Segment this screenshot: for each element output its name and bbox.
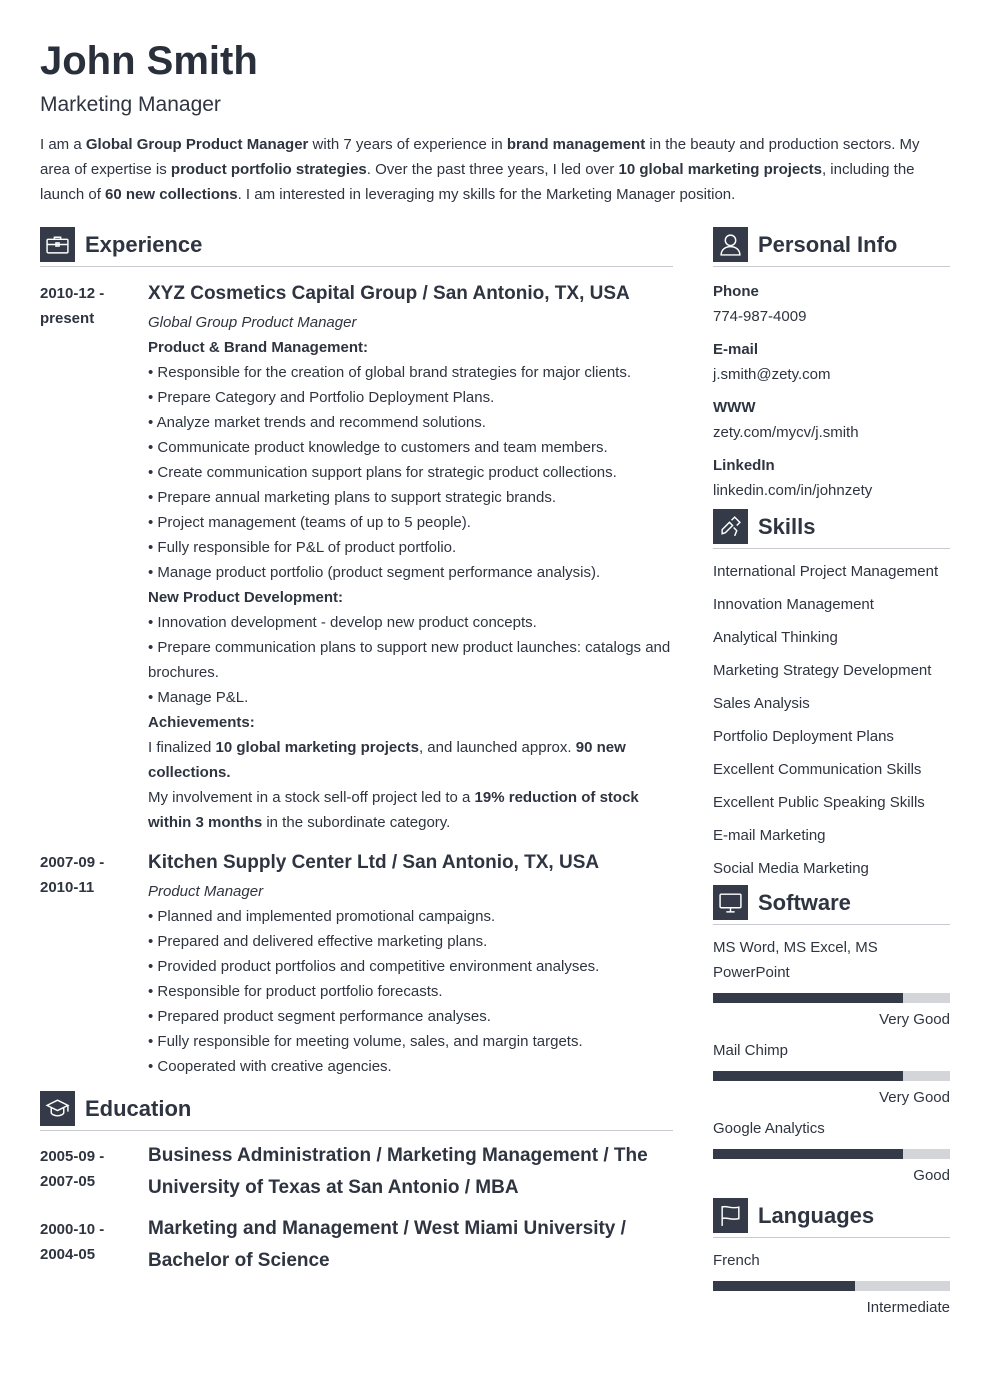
experience-list [40, 281, 673, 1079]
experience-line [148, 560, 673, 585]
education-body [148, 1217, 673, 1277]
candidate-title: Marketing Manager [40, 93, 221, 116]
info-value: 774-987-4009 [713, 308, 807, 325]
profile-summary [40, 132, 950, 207]
experience-date [40, 281, 148, 835]
education-section-header [40, 1091, 673, 1131]
bold-text: 19% reduction of stock within 3 months [148, 789, 639, 831]
info-label: WWW [713, 399, 756, 416]
graduation-cap-icon [40, 1091, 75, 1126]
bold-text: product portfolio strategies [170, 161, 367, 178]
experience-line [148, 929, 673, 954]
bold-text: brand management [506, 136, 646, 153]
skill-item: Social Media Marketing [713, 860, 869, 877]
person-icon [713, 227, 748, 262]
experience-line [148, 635, 673, 685]
level-bar [713, 1149, 950, 1159]
briefcase-icon [40, 227, 75, 262]
personal-info-section-title: Personal Info [758, 231, 898, 257]
experience-line [148, 979, 673, 1004]
experience-line [148, 360, 673, 385]
experience-line [148, 460, 673, 485]
text-run: I am a [40, 136, 86, 153]
resume-page [40, 38, 950, 1320]
skill-item: Marketing Strategy Development [713, 662, 932, 679]
experience-entry [40, 850, 673, 1079]
job-role: Global Group Product Manager [148, 314, 357, 331]
right-column [713, 227, 950, 1320]
experience-line [148, 510, 673, 535]
languages-section-title: Languages [758, 1202, 875, 1228]
text-run: • Fully responsible for meeting volume, sales, and margin targets. [148, 1033, 583, 1050]
experience-line [148, 435, 673, 460]
personal-info-section-header [713, 227, 950, 267]
experience-date [40, 850, 148, 1079]
experience-line [148, 385, 673, 410]
text-run: • Provided product portfolios and competitive environment analyses. [148, 958, 600, 975]
info-value: linkedin.com/in/johnzety [713, 482, 873, 499]
languages-list [713, 1248, 950, 1320]
text-run: • Analyze market trends and recommend solutions. [148, 414, 486, 431]
flag-icon [713, 1198, 748, 1233]
skill-item: Sales Analysis [713, 695, 810, 712]
software-item [713, 935, 950, 1032]
date-line: 2010-11 [40, 879, 95, 896]
language-item [713, 1248, 950, 1320]
info-label: E-mail [713, 341, 759, 358]
skill-item: Portfolio Deployment Plans [713, 728, 894, 745]
level-bar [713, 1071, 950, 1081]
text-run: , and launched approx. [418, 739, 576, 756]
education-title: Marketing and Management / West Miami University / Bachelor of Science [148, 1218, 626, 1271]
software-name: Google Analytics [713, 1120, 825, 1137]
text-run: • Responsible for product portfolio forecasts. [148, 983, 443, 1000]
level-label: Very Good [879, 1089, 950, 1106]
education-date [40, 1217, 148, 1277]
experience-line [148, 735, 673, 785]
experience-entry [40, 281, 673, 835]
bold-text: Global Group Product Manager [85, 136, 309, 153]
experience-line [148, 335, 673, 360]
bold-text: 60 new collections [105, 186, 238, 203]
skill-item: International Project Management [713, 563, 939, 580]
software-list [713, 935, 950, 1188]
experience-line [148, 535, 673, 560]
skill-item: Innovation Management [713, 596, 874, 613]
experience-line [148, 1029, 673, 1054]
personal-info-list [713, 279, 950, 503]
date-line: present [40, 310, 95, 327]
experience-line [148, 685, 673, 710]
text-run: My involvement in a stock sell-off project led to a [148, 789, 475, 806]
left-column [40, 227, 673, 1320]
date-line: 2007-09 - [40, 854, 105, 871]
info-value: zety.com/mycv/j.smith [713, 424, 859, 441]
level-label: Good [913, 1167, 950, 1184]
experience-body [148, 850, 673, 1079]
info-label: Phone [713, 283, 759, 300]
software-name: MS Word, MS Excel, MS PowerPoint [713, 939, 878, 981]
education-date [40, 1144, 148, 1204]
text-run: • Prepared product segment performance analyses. [148, 1008, 491, 1025]
experience-line [148, 1004, 673, 1029]
level-bar-fill [713, 1281, 855, 1291]
text-run: • Manage P&L. [148, 689, 249, 706]
level-bar-fill [713, 993, 903, 1003]
text-run: • Fully responsible for P&L of product portfolio. [148, 539, 457, 556]
text-run: • Prepare annual marketing plans to support strategic brands. [148, 489, 556, 506]
level-label: Intermediate [866, 1299, 950, 1316]
education-entry [40, 1217, 673, 1277]
job-role: Product Manager [148, 883, 264, 900]
education-body [148, 1144, 673, 1204]
level-bar-fill [713, 1149, 903, 1159]
experience-line [148, 710, 673, 735]
education-entry [40, 1144, 673, 1204]
software-section-title: Software [758, 889, 851, 915]
text-run: , including the launch of [40, 161, 915, 203]
bold-text: 90 new collections. [148, 739, 626, 781]
text-run: • Responsible for the creation of global brand strategies for major clients. [148, 364, 632, 381]
company-name: XYZ Cosmetics Capital Group / San Antonio, TX, USA [148, 283, 630, 304]
bold-text: Achievements: [148, 714, 255, 731]
experience-section-title: Experience [85, 231, 203, 257]
monitor-icon [713, 885, 748, 920]
level-bar [713, 993, 950, 1003]
skill-item: E-mail Marketing [713, 827, 826, 844]
info-label: LinkedIn [713, 457, 775, 474]
software-name: Mail Chimp [713, 1042, 789, 1059]
language-name: French [713, 1252, 760, 1269]
text-run: • Prepare Category and Portfolio Deployment Plans. [148, 389, 495, 406]
info-value: j.smith@zety.com [713, 366, 831, 383]
date-line: 2010-12 - [40, 285, 105, 302]
level-bar-fill [713, 1071, 903, 1081]
text-run: • Prepared and delivered effective marketing plans. [148, 933, 488, 950]
skill-item: Analytical Thinking [713, 629, 838, 646]
text-run: • Cooperated with creative agencies. [148, 1058, 392, 1075]
experience-line [148, 1054, 673, 1079]
experience-line [148, 485, 673, 510]
languages-section-header [713, 1198, 950, 1238]
experience-line [148, 585, 673, 610]
experience-line [148, 610, 673, 635]
experience-body [148, 281, 673, 835]
text-run: with 7 years of experience in [308, 136, 507, 153]
bold-text: New Product Development: [148, 589, 344, 606]
skills-list [713, 559, 950, 881]
text-run: • Planned and implemented promotional campaigns. [148, 908, 496, 925]
text-run: • Manage product portfolio (product segment performance analysis). [148, 564, 601, 581]
company-name: Kitchen Supply Center Ltd / San Antonio, TX, USA [148, 852, 600, 873]
text-run: • Communicate product knowledge to customers and team members. [148, 439, 608, 456]
skills-icon [713, 509, 748, 544]
date-line: 2000-10 - [40, 1221, 105, 1238]
bold-text: Product & Brand Management: [148, 339, 369, 356]
experience-line [148, 904, 673, 929]
level-label: Very Good [879, 1011, 950, 1028]
text-run: I finalized [148, 739, 216, 756]
text-run: . Over the past three years, I led over [366, 161, 619, 178]
bold-text: 10 global marketing projects [618, 161, 822, 178]
education-title: Business Administration / Marketing Management / The University of Texas at San Antonio / MBA [148, 1145, 648, 1198]
date-line: 2004-05 [40, 1246, 96, 1263]
skill-item: Excellent Communication Skills [713, 761, 922, 778]
text-run: • Prepare communication plans to support new product launches: catalogs and brochures. [148, 639, 671, 681]
candidate-name: John Smith [40, 39, 258, 83]
software-item [713, 1038, 950, 1110]
education-section-title: Education [85, 1095, 192, 1121]
text-run: • Create communication support plans for strategic product collections. [148, 464, 617, 481]
text-run: . I am interested in leveraging my skills for the Marketing Manager position. [237, 186, 736, 203]
text-run: in the beauty and production sectors. My area of expertise is [40, 136, 920, 178]
skills-section-header [713, 509, 950, 549]
date-line: 2007-05 [40, 1173, 96, 1190]
experience-section-header [40, 227, 673, 267]
software-section-header [713, 885, 950, 925]
bold-text: 10 global marketing projects [215, 739, 419, 756]
experience-line [148, 410, 673, 435]
skills-section-title: Skills [758, 513, 816, 539]
education-list [40, 1144, 673, 1277]
skill-item: Excellent Public Speaking Skills [713, 794, 925, 811]
software-item [713, 1116, 950, 1188]
text-run: in the subordinate category. [262, 814, 451, 831]
level-bar [713, 1281, 950, 1291]
experience-line [148, 954, 673, 979]
text-run: • Innovation development - develop new product concepts. [148, 614, 537, 631]
date-line: 2005-09 - [40, 1148, 105, 1165]
experience-line [148, 785, 673, 835]
text-run: • Project management (teams of up to 5 people). [148, 514, 471, 531]
